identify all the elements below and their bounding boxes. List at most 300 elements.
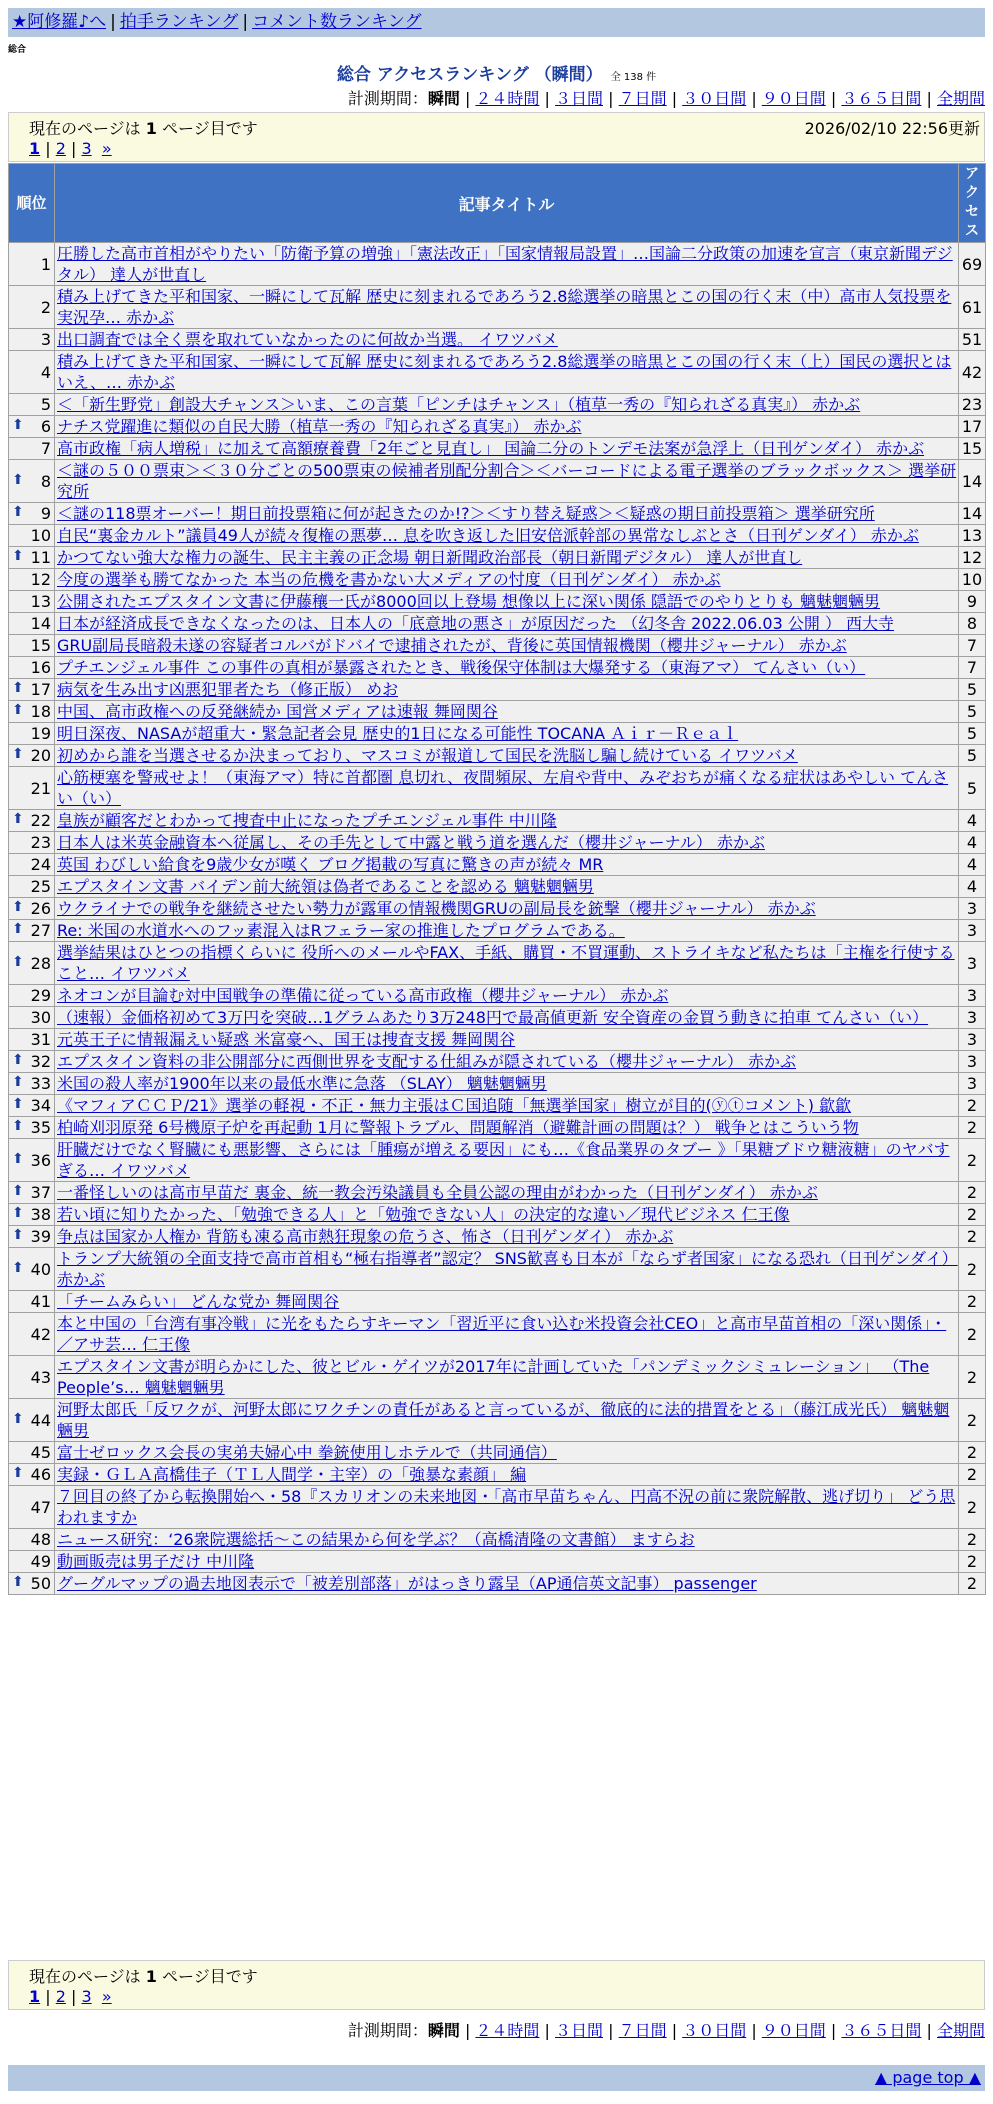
period-link[interactable]: ３６５日間 — [841, 89, 922, 108]
access-count: 42 — [959, 351, 986, 394]
article-link[interactable]: エプスタイン文書 バイデン前大統領は偽者であることを認める 魑魅魍魎男 — [57, 877, 594, 896]
total-count: 全 138 件 — [610, 72, 657, 83]
arrow-up-icon: ⬆ — [12, 1052, 24, 1068]
table-row — [9, 1551, 986, 1573]
arrow-up-icon: ⬆ — [12, 1096, 24, 1112]
table-row — [9, 1226, 986, 1248]
table-row — [9, 1139, 986, 1182]
nav-link-comment-ranking[interactable]: コメント数ランキング — [252, 12, 422, 32]
period-separator: | — [671, 89, 678, 108]
arrow-up-icon: ⬆ — [12, 504, 24, 520]
article-link[interactable]: 心筋梗塞を警戒せよ！（東海アマ）特に首都圏 息切れ、夜間頻尿、左肩や背中、みぞおちが痛くなる症状はあやしい てんさい（い） — [57, 768, 949, 808]
article-link[interactable]: ７回目の終了から転換開始へ・58『スカリオンの未来地図・「高市早苗ちゃん、円高不況の前に衆院解散、逃げ切り」 どう思われますか — [57, 1487, 956, 1527]
nav-link-applause-ranking[interactable]: 拍手ランキング — [119, 12, 239, 32]
current-page-text: 現在のページは — [29, 119, 141, 138]
title-cell — [55, 657, 959, 679]
access-count: 2 — [959, 1117, 986, 1139]
table-row — [9, 438, 986, 460]
table-row — [9, 942, 986, 985]
table-row — [9, 569, 986, 591]
article-link[interactable]: 柏崎刈羽原発 6号機原子炉を再起動 1月に警報トラブル、問題解消（避難計画の問題は？） 戦争とはこういう物 — [57, 1118, 859, 1137]
access-count: 7 — [959, 657, 986, 679]
rank-cell — [9, 243, 55, 286]
rank-number: 48 — [30, 1530, 51, 1549]
title-cell — [55, 635, 959, 657]
access-count: 5 — [959, 767, 986, 810]
nav-link-home[interactable]: ★阿修羅♪へ — [12, 12, 107, 32]
access-count: 3 — [959, 898, 986, 920]
rank-number: 27 — [30, 921, 51, 940]
top-nav — [8, 8, 985, 37]
rank-number: 10 — [30, 526, 51, 545]
rank-number: 40 — [30, 1259, 51, 1279]
period-separator: | — [464, 2021, 471, 2040]
rank-number: 3 — [40, 330, 51, 349]
table-row — [9, 547, 986, 569]
period-separator: | — [464, 89, 471, 108]
title-cell — [55, 1529, 959, 1551]
rank-cell — [9, 723, 55, 745]
article-link[interactable]: ＜謎の５００票束＞＜３０分ごとの500票束の候補者別配分割合＞＜バーコードによる電子選挙のブラックボックス＞ 選挙研究所 — [57, 461, 957, 501]
access-count: 3 — [959, 1029, 986, 1051]
current-page-number: 1 — [145, 119, 157, 138]
period-link[interactable]: ２４時間 — [475, 2021, 540, 2040]
rank-cell — [9, 416, 55, 438]
period-link[interactable]: ９０日間 — [761, 2021, 826, 2040]
title-cell — [55, 1291, 959, 1313]
title-cell — [55, 1051, 959, 1073]
title-cell — [55, 1073, 959, 1095]
table-row — [9, 1464, 986, 1486]
title-cell — [55, 1182, 959, 1204]
period-current: 瞬間 — [427, 2021, 460, 2040]
rank-cell — [9, 854, 55, 876]
rank-number: 26 — [30, 899, 51, 918]
rank-cell — [9, 1248, 55, 1291]
access-count: 2 — [959, 1095, 986, 1117]
rank-number: 28 — [30, 953, 51, 973]
article-link[interactable]: 動画販売は男子だけ 中川隆 — [57, 1552, 255, 1571]
rank-number: 38 — [30, 1205, 51, 1224]
title-cell — [55, 569, 959, 591]
rank-number: 8 — [40, 471, 51, 491]
table-row — [9, 1095, 986, 1117]
access-count: 12 — [959, 547, 986, 569]
article-link[interactable]: 自民“裏金カルト”議員49人が続々復権の悪夢… 息を吹き返した旧安倍派幹部の異常なしぶとさ（日刊ゲンダイ） 赤かぶ — [57, 526, 919, 545]
table-row — [9, 810, 986, 832]
rank-cell — [9, 1095, 55, 1117]
rank-number: 31 — [30, 1030, 51, 1049]
header-title: 記事タイトル — [55, 164, 959, 243]
arrow-up-icon: ⬆ — [12, 1118, 24, 1134]
period-link[interactable]: ３０日間 — [682, 2021, 747, 2040]
arrow-up-icon: ⬆ — [12, 1150, 24, 1167]
rank-number: 6 — [40, 417, 51, 436]
page-link[interactable]: 1 — [29, 1987, 41, 2006]
title-cell — [55, 1007, 959, 1029]
period-link[interactable]: ７日間 — [618, 2021, 667, 2040]
article-link[interactable]: 中国、高市政権への反発継続か 国営メディアは速報 舞岡関谷 — [57, 702, 498, 721]
article-link[interactable]: 河野太郎氏「反ワクが、河野太郎にワクチンの責任があると言っているが、徹底的に法的措置をとる」（藤江成光氏） 魑魅魍魎男 — [57, 1400, 950, 1440]
title-cell — [55, 942, 959, 985]
rank-cell — [9, 1529, 55, 1551]
table-row — [9, 416, 986, 438]
updated-timestamp: 2026/02/10 22:56更新 — [804, 119, 980, 138]
rank-cell — [9, 635, 55, 657]
table-row — [9, 635, 986, 657]
title-cell — [55, 286, 959, 329]
rank-cell — [9, 1291, 55, 1313]
table-row — [9, 832, 986, 854]
table-row — [9, 898, 986, 920]
table-row — [9, 1204, 986, 1226]
arrow-up-icon: ⬆ — [12, 1410, 24, 1427]
access-count: 3 — [959, 942, 986, 985]
access-count: 2 — [959, 1182, 986, 1204]
article-link[interactable]: ＜「新生野党」創設大チャンス＞いま、この言葉「ピンチはチャンス」（植草一秀の『知られざる真実』） 赤かぶ — [57, 395, 861, 414]
article-link[interactable]: 「チームみらい」 どんな党か 舞岡関谷 — [57, 1292, 340, 1311]
title-cell — [55, 1226, 959, 1248]
arrow-up-icon: ⬆ — [12, 1205, 24, 1221]
article-link[interactable]: 若い頃に知りたかった、「勉強できる人」と「勉強できない人」の決定的な違い／現代ビジネス 仁王像 — [57, 1205, 790, 1224]
rank-number: 19 — [30, 724, 51, 743]
title-cell — [55, 591, 959, 613]
rank-number: 30 — [30, 1008, 51, 1027]
period-separator: | — [926, 89, 932, 108]
article-link[interactable]: 今度の選挙も勝てなかった 本当の危機を書かない大メディアの忖度（日刊ゲンダイ） 赤かぶ — [57, 570, 721, 589]
table-row — [9, 1399, 986, 1442]
access-count: 4 — [959, 810, 986, 832]
article-link[interactable]: 出口調査では全く票を取れていなかったのに何故か当選。 イワツバメ — [57, 330, 558, 349]
rank-cell — [9, 1051, 55, 1073]
nav-separator: | — [110, 12, 116, 32]
rank-cell — [9, 1573, 55, 1595]
rank-cell — [9, 351, 55, 394]
title-cell — [55, 613, 959, 635]
arrow-up-icon: ⬆ — [12, 1574, 24, 1590]
access-count: 17 — [959, 416, 986, 438]
rank-cell — [9, 1073, 55, 1095]
arrow-up-icon: ⬆ — [12, 702, 24, 718]
title-cell — [55, 679, 959, 701]
article-link[interactable]: 病気を生み出す凶悪犯罪者たち（修正版） めお — [57, 680, 399, 699]
table-row — [9, 1182, 986, 1204]
title-cell — [55, 1486, 959, 1529]
rank-number: 45 — [30, 1443, 51, 1462]
rank-number: 15 — [30, 636, 51, 655]
rank-cell — [9, 1464, 55, 1486]
article-link[interactable]: トランプ大統領の全面支持で高市首相も“極右指導者”認定？ SNS歓喜も日本が「ならず者国家」になる恐れ（日刊ゲンダイ） 赤かぶ — [57, 1249, 958, 1289]
period-link[interactable]: ３日間 — [555, 89, 604, 108]
title-cell — [55, 1204, 959, 1226]
arrow-up-icon: ⬆ — [12, 1259, 24, 1276]
access-count: 14 — [959, 503, 986, 525]
article-link[interactable]: グーグルマップの過去地図表示で「被差別部落」がはっきり露呈（AP通信英文記事） passenger — [57, 1574, 757, 1593]
title-cell — [55, 745, 959, 767]
table-row — [9, 1248, 986, 1291]
rank-cell — [9, 832, 55, 854]
table-row — [9, 591, 986, 613]
article-link[interactable]: 積み上げてきた平和国家、一瞬にして瓦解 歴史に刻まれるであろう2.8総選挙の暗黒とこの国の行く末（上）国民の選択とはいえ、… 赤かぶ — [57, 352, 952, 392]
arrow-up-icon: ⬆ — [12, 471, 24, 488]
period-separator: | — [671, 2021, 678, 2040]
access-count: 3 — [959, 1073, 986, 1095]
period-link[interactable]: ２４時間 — [475, 89, 540, 108]
article-link[interactable]: ニュース研究：‘26衆院選総括～この結果から何を学ぶ？（高橋清隆の文書館） ますらお — [57, 1530, 695, 1549]
article-link[interactable]: 皇族が顧客だとわかって捜査中止になったプチエンジェル事件 中川隆 — [57, 811, 557, 830]
rank-number: 1 — [40, 254, 51, 274]
title-cell — [55, 1356, 959, 1399]
period-link[interactable]: ３０日間 — [682, 89, 747, 108]
period-link[interactable]: ９０日間 — [761, 89, 826, 108]
arrow-up-icon: ⬆ — [12, 680, 24, 696]
next-page-link[interactable]: » — [101, 1987, 112, 2006]
access-count: 9 — [959, 591, 986, 613]
title-cell — [55, 1464, 959, 1486]
rank-number: 41 — [30, 1292, 51, 1311]
rank-cell — [9, 767, 55, 810]
article-link[interactable]: 元英王子に情報漏えい疑惑 米富豪へ、国王は捜査支援 舞岡関谷 — [57, 1030, 516, 1049]
title-cell — [55, 438, 959, 460]
table-row — [9, 1007, 986, 1029]
rank-cell — [9, 985, 55, 1007]
rank-number: 18 — [30, 702, 51, 721]
access-count: 23 — [959, 394, 986, 416]
period-separator: | — [544, 2021, 550, 2040]
period-separator: | — [751, 2021, 757, 2040]
rank-number: 32 — [30, 1052, 51, 1071]
access-count: 2 — [959, 1551, 986, 1573]
article-link[interactable]: エプスタイン文書が明らかにした、彼とビル・ゲイツが2017年に計画していた「パンデミックシミュレーション」 （The People’s… 魑魅魍魎男 — [57, 1357, 930, 1397]
article-link[interactable]: 選挙結果はひとつの指標くらいに 役所へのメールやFAX、手紙、購買・不買運動、ストライキなど私たちは「主権を行使すること… イワツバメ — [57, 943, 955, 983]
arrow-up-icon: ⬆ — [12, 811, 24, 827]
article-link[interactable]: 一番怪しいのは高市早苗だ 裏金、統一教会汚染議員も全員公認の理由がわかった（日刊ゲンダイ） 赤かぶ — [57, 1183, 818, 1202]
article-link[interactable]: 米国の殺人率が1900年以来の最低水準に急落 （SLAY） 魑魅魍魎男 — [57, 1074, 547, 1093]
rank-number: 5 — [40, 395, 51, 414]
article-link[interactable]: 本と中国の「台湾有事冷戦」に光をもたらすキーマン「習近平に食い込む米投資会社CEO」と高市早苗首相の「深い関係」・／アサ芸… 仁王像 — [57, 1314, 947, 1354]
access-count: 15 — [959, 438, 986, 460]
article-link[interactable]: ＜謎の118票オーバー！期日前投票箱に何が起きたのか!?＞＜すり替え疑惑＞＜疑惑の期日前投票箱＞ 選挙研究所 — [57, 504, 875, 523]
page-separator: | — [71, 139, 77, 158]
arrow-up-icon: ⬆ — [12, 899, 24, 915]
title-cell — [55, 416, 959, 438]
table-row — [9, 1073, 986, 1095]
rank-number: 17 — [30, 680, 51, 699]
access-count: 3 — [959, 1007, 986, 1029]
access-count: 14 — [959, 460, 986, 503]
article-link[interactable]: 争点は国家か人権か 背筋も凍る高市熱狂現象の危うさ、怖さ（日刊ゲンダイ） 赤かぶ — [57, 1227, 674, 1246]
rank-number: 37 — [30, 1183, 51, 1202]
rank-cell — [9, 547, 55, 569]
arrow-up-icon: ⬆ — [12, 417, 24, 433]
title-cell — [55, 1551, 959, 1573]
period-link[interactable]: ３６５日間 — [841, 2021, 922, 2040]
access-count: 2 — [959, 1356, 986, 1399]
rank-cell — [9, 657, 55, 679]
article-link[interactable]: Re: 米国の水道水へのフッ素混入はRフェラー家の推進したプログラムである。 — [57, 921, 625, 940]
title-cell — [55, 1573, 959, 1595]
article-link[interactable]: ネオコンが目論む対中国戦争の準備に従っている高市政権（櫻井ジャーナル） 赤かぶ — [57, 986, 669, 1005]
rank-number: 33 — [30, 1074, 51, 1093]
period-selector-bottom — [348, 2018, 985, 2041]
rank-cell — [9, 1029, 55, 1051]
rank-number: 4 — [40, 362, 51, 382]
period-separator: | — [926, 2021, 932, 2040]
page-separator: | — [45, 139, 51, 158]
article-link[interactable]: 高市政権「病人増税」に加えて高額療養費「2年ごと見直し」 国論二分のトンデモ法案が急浮上（日刊ゲンダイ） 赤かぶ — [57, 439, 925, 458]
access-count: 3 — [959, 985, 986, 1007]
rank-number: 35 — [30, 1118, 51, 1137]
period-label: 計測期間： — [347, 89, 428, 108]
access-count: 5 — [959, 723, 986, 745]
table-row — [9, 1529, 986, 1551]
page-top-link[interactable]: ▲ page top ▲ — [874, 2068, 981, 2087]
header-rank: 順位 — [9, 164, 55, 243]
table-row — [9, 1442, 986, 1464]
category-label: 総合 — [8, 45, 27, 55]
title-cell — [55, 1442, 959, 1464]
article-link[interactable]: GRU副局長暗殺未遂の容疑者コルバがドバイで逮捕されたが、背後に英国情報機関（櫻井ジャーナル） 赤かぶ — [57, 636, 847, 655]
title-cell — [55, 351, 959, 394]
article-link[interactable]: 実録・ＧＬＡ高橋佳子（ＴＬ人間学・主宰）の「強暴な素顔」 編 — [57, 1465, 527, 1484]
rank-number: 23 — [30, 833, 51, 852]
rank-number: 11 — [30, 548, 51, 567]
current-page-text: 現在のページは — [29, 1967, 141, 1986]
rank-cell — [9, 525, 55, 547]
table-row — [9, 876, 986, 898]
article-link[interactable]: 日本が経済成長できなくなったのは、日本人の「底意地の悪さ」が原因だった （幻冬舎 2022.06.03 公開 ） 西大寺 — [57, 614, 895, 633]
period-link[interactable]: ７日間 — [618, 89, 667, 108]
title-cell — [55, 876, 959, 898]
article-link[interactable]: ナチス党躍進に類似の自民大勝（植草一秀の『知られざる真実』） 赤かぶ — [57, 417, 582, 436]
title-cell — [55, 1248, 959, 1291]
rank-cell — [9, 1313, 55, 1356]
rank-cell — [9, 1399, 55, 1442]
pager-top — [8, 112, 985, 162]
title-cell — [55, 503, 959, 525]
period-link[interactable]: 全期間 — [936, 2021, 985, 2040]
table-row — [9, 503, 986, 525]
article-link[interactable]: 《マフィアＣＣＰ/21》選挙の軽視・不正・無力主張はＣ国追随「無選挙国家」樹立が目的(ⓨⓣコメント) 歙歙 — [57, 1096, 852, 1115]
current-page-line — [29, 116, 258, 139]
rank-number: 20 — [30, 746, 51, 765]
rank-number: 42 — [30, 1324, 51, 1344]
page-link[interactable]: 2 — [55, 1987, 66, 2006]
table-row — [9, 1313, 986, 1356]
rank-number: 16 — [30, 658, 51, 677]
article-link[interactable]: ウクライナでの戦争を継続させたい勢力が露軍の情報機関GRUの副局長を銃撃（櫻井ジャーナル） 赤かぶ — [57, 899, 816, 918]
rank-cell — [9, 591, 55, 613]
article-link[interactable]: 積み上げてきた平和国家、一瞬にして瓦解 歴史に刻まれるであろう2.8総選挙の暗黒とこの国の行く末（中）高市人気投票を実況孕… 赤かぶ — [57, 287, 952, 327]
table-row — [9, 243, 986, 286]
arrow-up-icon: ⬆ — [12, 1465, 24, 1481]
page-link[interactable]: 3 — [81, 1987, 92, 2006]
article-link[interactable]: （速報）金価格初めて3万円を突破…1グラムあたり3万248円で最高値更新 安全資産の金買う動きに拍車 てんさい（い） — [57, 1008, 929, 1027]
title-cell — [55, 767, 959, 810]
rank-cell — [9, 942, 55, 985]
title-cell — [55, 1313, 959, 1356]
rank-number: 24 — [30, 855, 51, 874]
rank-number: 7 — [40, 439, 51, 458]
access-count: 5 — [959, 679, 986, 701]
page-separator: | — [45, 1987, 51, 2006]
access-count: 4 — [959, 832, 986, 854]
rank-cell — [9, 679, 55, 701]
arrow-up-icon: ⬆ — [12, 1074, 24, 1090]
article-link[interactable]: 圧勝した高市首相がやりたい「防衛予算の増強」「憲法改正」「国家情報局設置」…国論二分政策の加速を宣言（東京新聞デジタル） 達人が世直し — [57, 244, 953, 284]
article-link[interactable]: 日本人は米英金融資本へ従属し、その手先として中露と戦う道を選んだ（櫻井ジャーナル） 赤かぶ — [57, 833, 765, 852]
article-link[interactable]: かつてない強大な権力の誕生、民主主義の正念場 朝日新聞政治部長（朝日新聞デジタル） 達人が世直し — [57, 548, 803, 567]
rank-cell — [9, 1117, 55, 1139]
rank-number: 49 — [30, 1552, 51, 1571]
rank-cell — [9, 1204, 55, 1226]
access-count: 8 — [959, 613, 986, 635]
rank-number: 14 — [30, 614, 51, 633]
page-link[interactable]: 1 — [29, 139, 41, 158]
page-link[interactable]: 2 — [55, 139, 66, 158]
rank-cell — [9, 876, 55, 898]
rank-cell — [9, 569, 55, 591]
table-row — [9, 745, 986, 767]
access-count: 3 — [959, 920, 986, 942]
current-page-line — [29, 1964, 258, 1987]
header-access: アクセス — [959, 164, 986, 243]
rank-cell — [9, 1486, 55, 1529]
article-link[interactable]: 初めから誰を当選させるか決まっており、マスコミが報道して国民を洗脳し騙し続けている イワツバメ — [57, 746, 798, 765]
table-row — [9, 854, 986, 876]
article-link[interactable]: プチエンジェル事件 この事件の真相が暴露されたとき、戦後保守体制は大爆発する（東海アマ） てんさい（い） — [57, 658, 866, 677]
current-page-text: ページ目です — [162, 1967, 258, 1986]
article-link[interactable]: 肝臓だけでなく腎臓にも悪影響、さらには「腫瘍が増える要因」にも…《食品業界のタブー 》「果糖ブドウ糖液糖」のヤバすぎる… イワツバメ — [57, 1140, 950, 1180]
title-cell — [55, 243, 959, 286]
rank-cell — [9, 394, 55, 416]
period-link[interactable]: 全期間 — [936, 89, 985, 108]
table-row — [9, 657, 986, 679]
page-link[interactable]: 3 — [81, 139, 92, 158]
article-link[interactable]: 明日深夜、NASAが超重大・緊急記者会見 歴史的1日になる可能性 TOCANA Ａｉｒ－Ｒｅａｌ — [57, 724, 739, 743]
rank-cell — [9, 1551, 55, 1573]
arrow-up-icon: ⬆ — [12, 548, 24, 564]
pager-bottom — [8, 1960, 985, 2010]
title-cell — [55, 394, 959, 416]
rank-number: 39 — [30, 1227, 51, 1246]
period-link[interactable]: ３日間 — [555, 2021, 604, 2040]
access-count: 2 — [959, 1442, 986, 1464]
page-title: 総合 アクセスランキング （瞬間） — [336, 65, 603, 85]
title-cell — [55, 701, 959, 723]
access-count: 5 — [959, 745, 986, 767]
table-row — [9, 985, 986, 1007]
period-separator: | — [544, 89, 550, 108]
nav-separator: | — [242, 12, 249, 32]
rank-cell — [9, 810, 55, 832]
title-cell — [55, 723, 959, 745]
rank-cell — [9, 503, 55, 525]
next-page-link[interactable]: » — [101, 139, 112, 158]
article-link[interactable]: 公開されたエプスタイン文書に伊藤穰一氏が8000回以上登場 想像以上に深い関係 隠語でのやりとりも 魑魅魍魎男 — [57, 592, 881, 611]
table-row — [9, 613, 986, 635]
rank-number: 50 — [30, 1574, 51, 1593]
rank-number: 43 — [30, 1367, 51, 1387]
page-links — [29, 1987, 112, 2006]
article-link[interactable]: 英国 わびしい給食を9歳少女が嘆く ブログ掲載の写真に驚きの声が続々 MR — [57, 855, 604, 874]
period-label: 計測期間： — [347, 2021, 428, 2040]
article-link[interactable]: エプスタイン資料の非公開部分に西側世界を支配する仕組みが隠されている（櫻井ジャーナル） 赤かぶ — [57, 1052, 797, 1071]
table-row — [9, 460, 986, 503]
period-selector — [348, 86, 985, 109]
current-page-text: ページ目です — [162, 119, 258, 138]
article-link[interactable]: 富士ゼロックス会長の実弟夫婦心中 拳銃使用しホテルで（共同通信） — [57, 1443, 557, 1462]
